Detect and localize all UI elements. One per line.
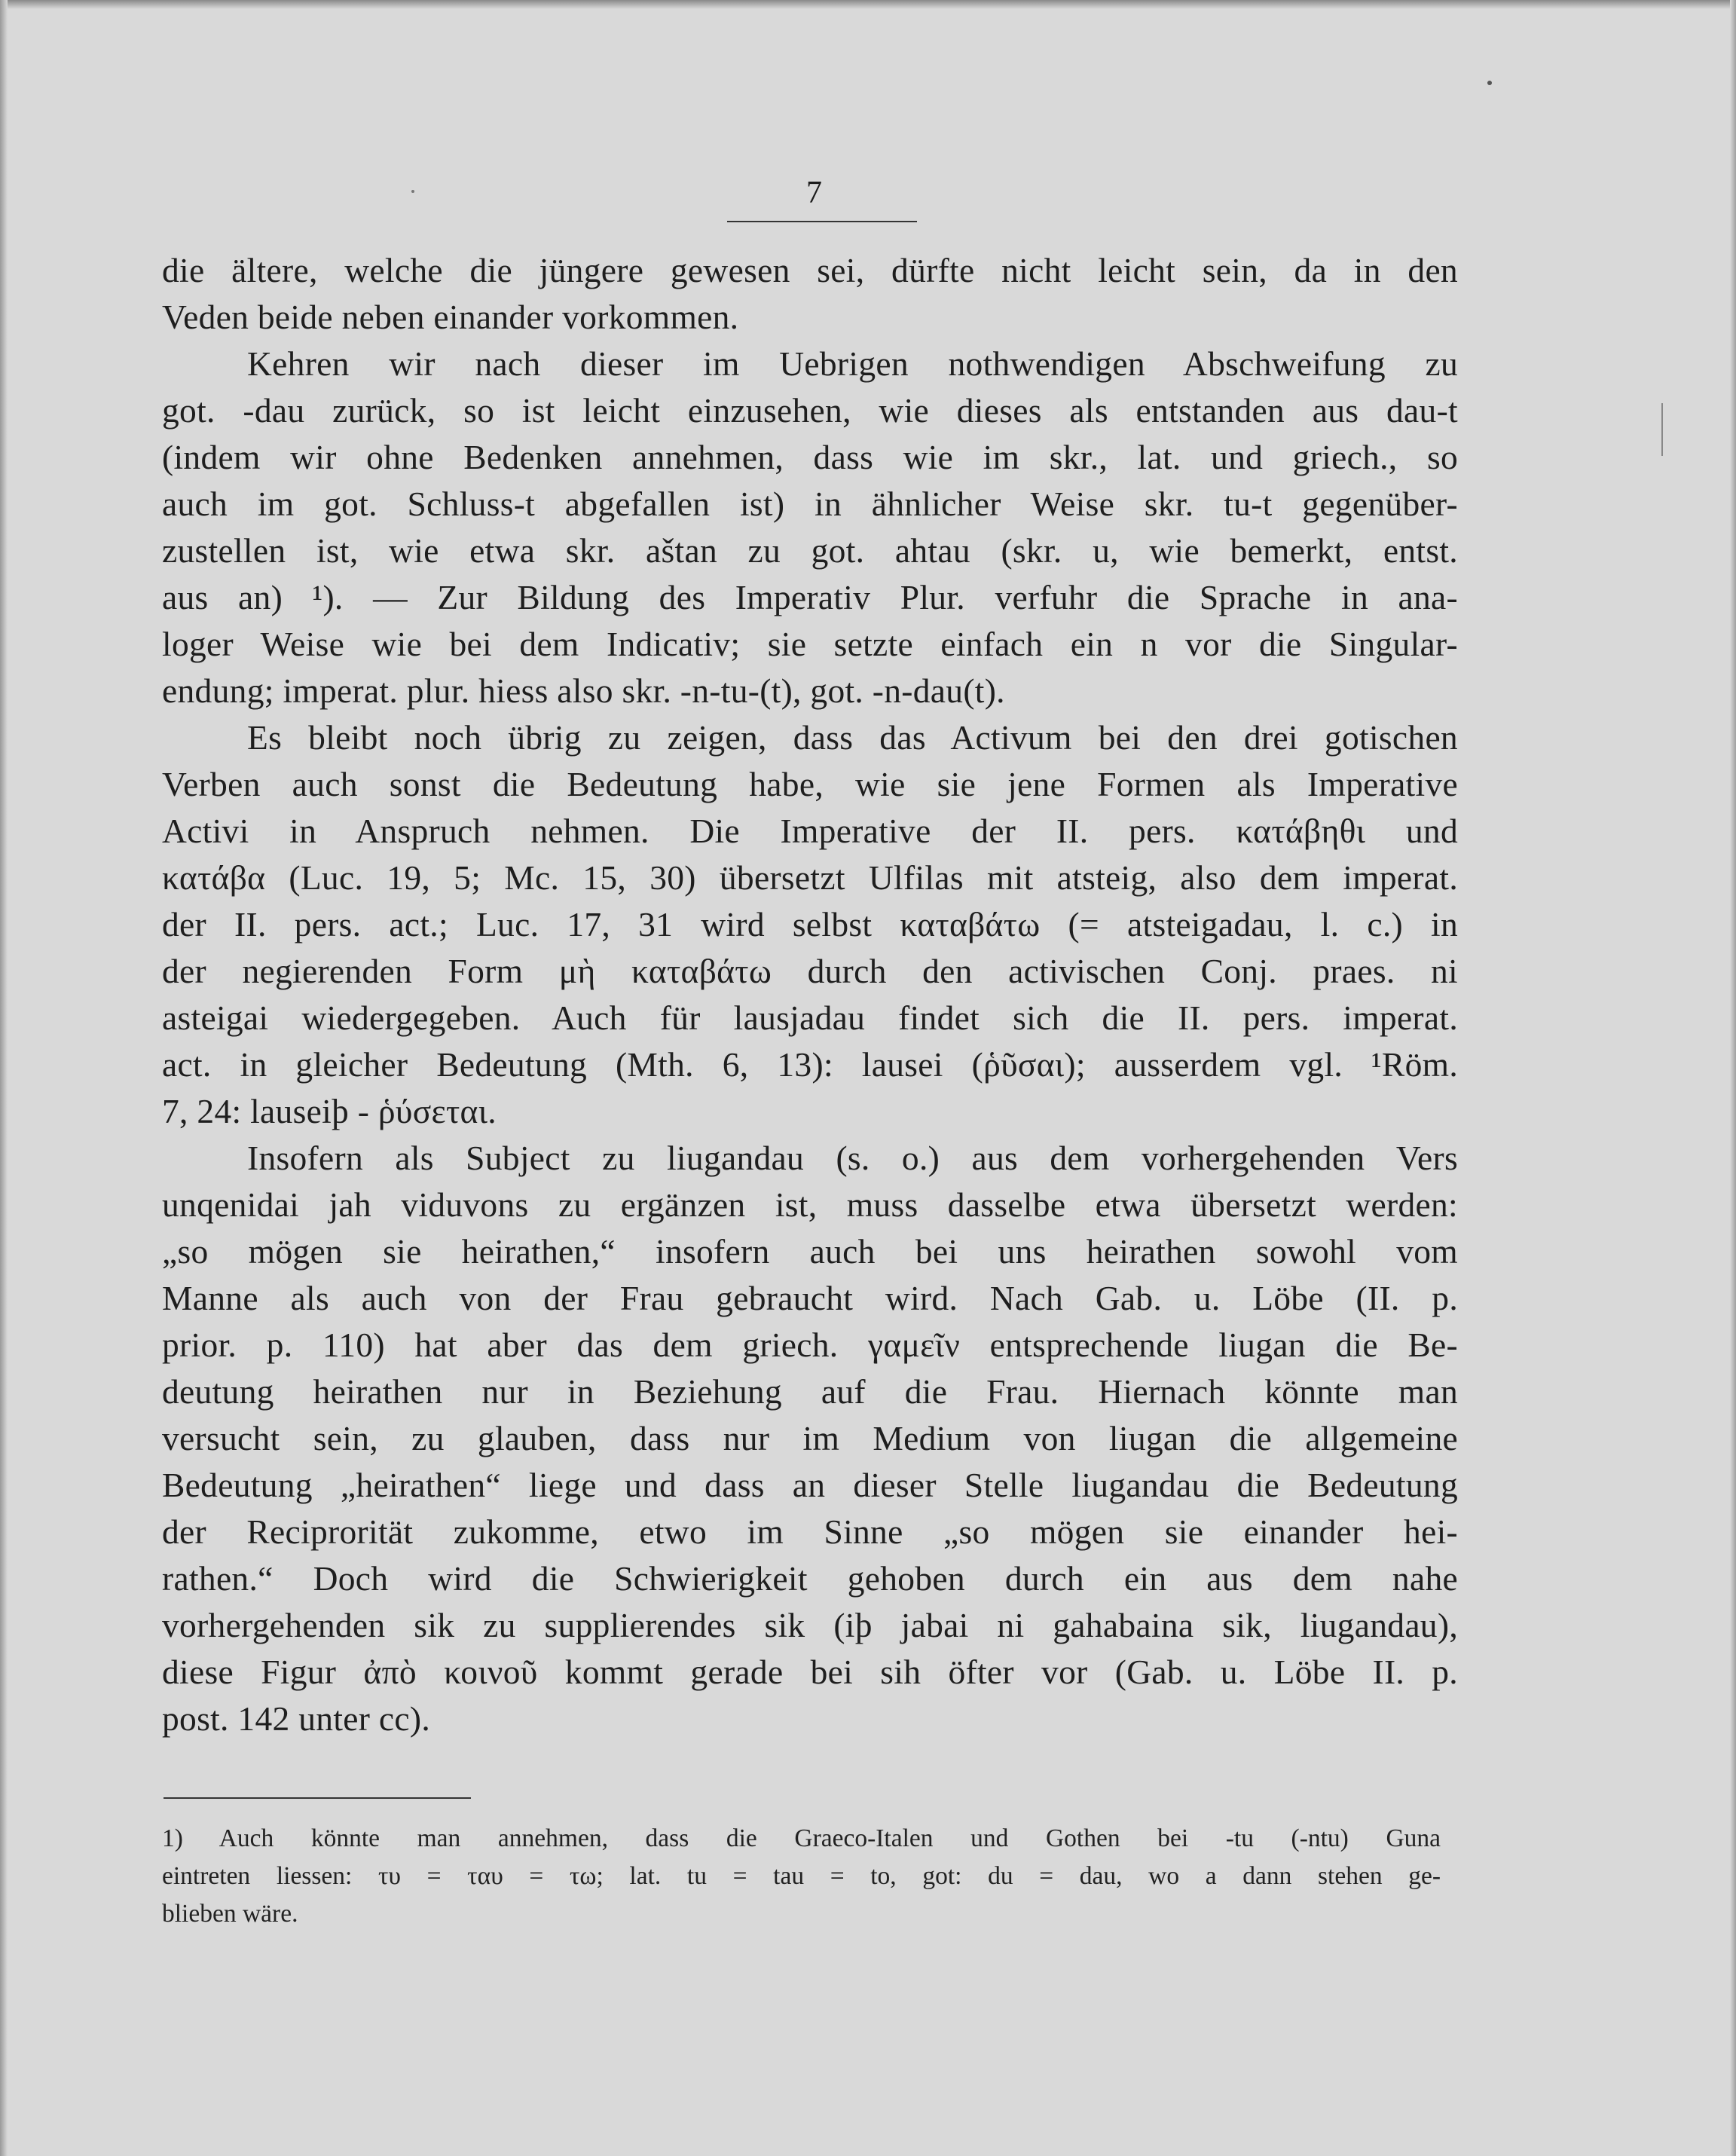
text-line: endung; imperat. plur. hiess also skr. -n-tu-(t), got. -n-dau(t). [162,671,1005,710]
text-line: „so mögen sie heirathen,“ insofern auch bei uns heirathen sowohl vom [162,1232,1458,1271]
text-line: auch im got. Schluss-t abgefallen ist) in ähnlicher Weise skr. tu-t gegenüber- [162,485,1458,523]
text-line: κατάβα (Luc. 19, 5; Mc. 15, 30) übersetzt Ulfilas mit atsteig, also dem imperat. [162,858,1458,897]
text-line: versucht sein, zu glauben, dass nur im Medium von liugan die allgemeine [162,1419,1458,1457]
text-line: Insofern als Subject zu liugandau (s. o.) aus dem vorhergehenden Vers [247,1139,1458,1177]
text-line: diese Figur ἀπὸ κοινοῦ kommt gerade bei sih öfter vor (Gab. u. Löbe II. p. [162,1653,1458,1691]
scan-edge-top [0,0,1736,9]
scan-speck [1487,81,1492,85]
text-line: Verben auch sonst die Bedeutung habe, wie sie jene Formen als Imperative [162,765,1458,803]
body-text [162,247,1458,1742]
text-line: Kehren wir nach dieser im Uebrigen nothwendigen Abschweifung zu [247,344,1458,383]
text-line: rathen.“ Doch wird die Schwierigkeit gehoben durch ein aus dem nahe [162,1559,1458,1598]
scan-edge-right [1730,0,1736,2156]
text-line: act. in gleicher Bedeutung (Mth. 6, 13): lausei (ῥῦσαι); ausserdem vgl. ¹Röm. [162,1045,1458,1084]
text-line: prior. p. 110) hat aber das dem griech. γαμεῖν entsprechende liugan die Be- [162,1326,1458,1364]
text-line: Manne als auch von der Frau gebraucht wird. Nach Gab. u. Löbe (II. p. [162,1279,1458,1317]
header-rule [727,221,917,222]
text-line: Bedeutung „heirathen“ liege und dass an dieser Stelle liugandau die Bedeutung [162,1466,1458,1504]
margin-mark [1661,403,1663,456]
text-line: deutung heirathen nur in Beziehung auf die Frau. Hiernach könnte man [162,1372,1458,1411]
scan-edge-left [0,0,8,2156]
text-line: Es bleibt noch übrig zu zeigen, dass das Activum bei den drei gotischen [247,718,1458,757]
page-number: 7 [806,176,822,210]
text-line: post. 142 unter cc). [162,1699,431,1738]
text-line: der II. pers. act.; Luc. 17, 31 wird selbst καταβάτω (= atsteigadau, l. c.) in [162,905,1458,943]
scan-speck [411,190,414,193]
text-line: 7, 24: lauseiþ - ῥύσεται. [162,1092,497,1130]
footnote-rule [164,1797,471,1799]
text-line: Activi in Anspruch nehmen. Die Imperative der II. pers. κατάβηθι und [162,812,1458,850]
text-line: loger Weise wie bei dem Indicativ; sie setzte einfach ein n vor die Singular- [162,625,1458,663]
text-line: aus an) ¹). — Zur Bildung des Imperativ Plur. verfuhr die Sprache in ana- [162,578,1458,616]
text-line: der Reciprorität zukomme, etwo im Sinne „so mögen sie einander hei- [162,1512,1458,1551]
text-line: zustellen ist, wie etwa skr. aštan zu got. ahtau (skr. u, wie bemerkt, entst. [162,531,1458,570]
footnote-line: eintreten liessen: τυ = ταυ = τω; lat. tu = tau = to, got: du = dau, wo a dann stehen ge- [162,1862,1441,1890]
footnote [162,1820,1441,1933]
text-line: Veden beide neben einander vorkommen. [162,298,739,336]
text-line: unqenidai jah viduvons zu ergänzen ist, muss dasselbe etwa übersetzt werden: [162,1185,1458,1224]
footnote-line: blieben wäre. [162,1900,298,1928]
text-line: vorhergehenden sik zu supplierendes sik (iþ jabai ni gahabaina sik, liugandau), [162,1606,1458,1644]
footnote-line: 1) Auch könnte man annehmen, dass die Graeco-Italen und Gothen bei -tu (-ntu) Guna [162,1824,1441,1852]
text-line: die ältere, welche die jüngere gewesen sei, dürfte nicht leicht sein, da in den [162,251,1458,289]
text-line: got. -dau zurück, so ist leicht einzusehen, wie dieses als entstanden aus dau-t [162,391,1458,430]
text-line: (indem wir ohne Bedenken annehmen, dass wie im skr., lat. und griech., so [162,438,1458,476]
text-line: asteigai wiedergegeben. Auch für lausjadau findet sich die II. pers. imperat. [162,998,1458,1037]
text-line: der negierenden Form μὴ καταβάτω durch den activischen Conj. praes. ni [162,952,1458,990]
